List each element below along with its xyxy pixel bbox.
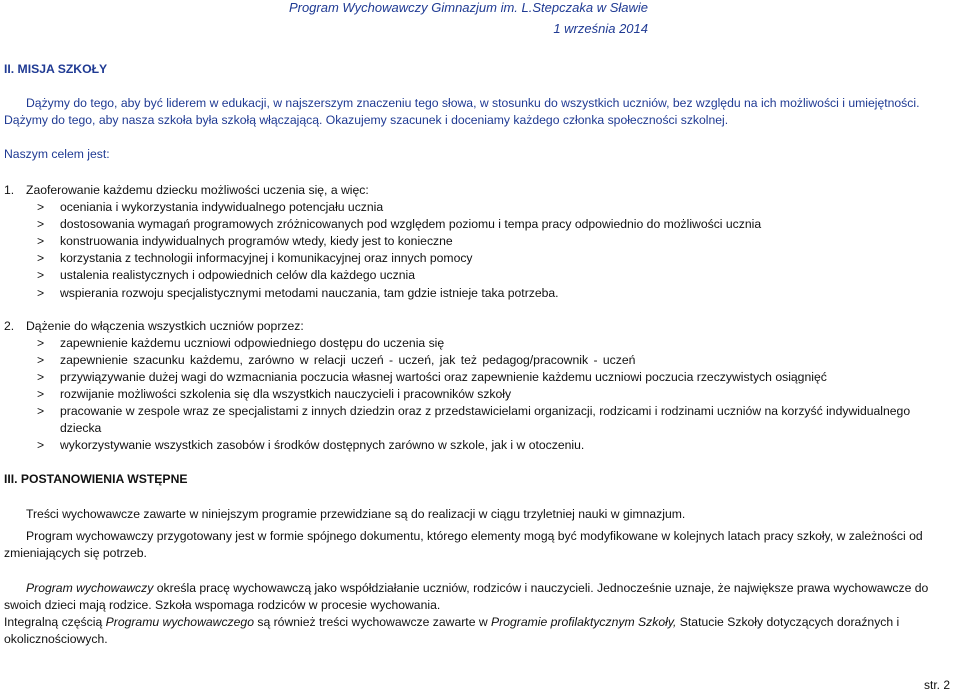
bullet-marker: >: [37, 353, 45, 367]
list-bullet: oceniania i wykorzystania indywidualnego potencjału ucznia: [60, 200, 384, 214]
preliminary-paragraph-3-line-1: [26, 580, 928, 596]
list-bullet-continuation: dziecka: [60, 421, 102, 435]
bullet-marker: >: [37, 336, 45, 350]
preliminary-paragraph-2-line-1: Program wychowawczy przygotowany jest w formie spójnego dokumentu, którego elementy mogą być modyfikowane w kolejnych latach pracy szkoły, w zależności od: [26, 529, 923, 543]
bullet-marker: >: [37, 217, 45, 231]
header-title: Program Wychowawczy Gimnazjum im. L.Stepczaka w Sławie: [288, 0, 648, 15]
preliminary-paragraph-4-line-2: okolicznościowych.: [4, 632, 108, 646]
list-bullet: przywiązywanie dużej wagi do wzmacniania poczucia własnej wartości oraz zapewnienie każdemu uczniowi poczucia rzeczywistych osiągnięć: [60, 370, 827, 384]
list-item-text: Dążenie do włączenia wszystkich uczniów poprzez:: [26, 319, 304, 333]
mission-paragraph-line-1: Dążymy do tego, aby być liderem w edukacji, w najszerszym znaczeniu tego słowa, w stosunku do wszystkich uczniów, bez względu na ich możliwości i umiejętności.: [26, 96, 920, 110]
paragraph-text: określa pracę wychowawczą jako współdziałanie uczniów, rodziców i nauczycieli. Jednocześnie uznaje, że największe prawa wychowawcze do: [153, 581, 929, 595]
list-bullet: korzystania z technologii informacyjnej i komunikacyjnej oraz innych pomocy: [60, 251, 473, 265]
program-name-italic: Programie profilaktycznym Szkoły,: [491, 615, 677, 629]
preliminary-paragraph-1: Treści wychowawcze zawarte w niniejszym programie przewidziane są do realizacji w ciągu trzyletniej nauki w gimnazjum.: [26, 507, 686, 521]
list-bullet: konstruowania indywidualnych programów wtedy, kiedy jest to konieczne: [60, 234, 453, 248]
bullet-marker: >: [37, 200, 45, 214]
paragraph-text: Integralną częścią: [4, 615, 106, 629]
paragraph-text: Statucie Szkoły dotyczących doraźnych i: [676, 615, 900, 629]
list-bullet: rozwijanie możliwości szkolenia się dla wszystkich nauczycieli i pracowników szkoły: [60, 387, 512, 401]
bullet-marker: >: [37, 286, 45, 300]
bullet-marker: >: [37, 234, 45, 248]
bullet-marker: >: [37, 404, 45, 418]
bullet-marker: >: [37, 268, 45, 282]
bullet-marker: >: [37, 370, 45, 384]
page-number: str. 2: [923, 678, 950, 692]
preliminary-paragraph-3-line-2: swoich dzieci mają rodzice. Szkoła wspomaga rodziców w procesie wychowania.: [4, 598, 441, 612]
bullet-marker: >: [37, 438, 45, 452]
list-bullet: ustalenia realistycznych i odpowiednich celów dla każdego ucznia: [60, 268, 415, 282]
program-name-italic: Program wychowawczy: [26, 581, 154, 595]
list-item-text: Zaoferowanie każdemu dziecku możliwości uczenia się, a więc:: [26, 183, 369, 197]
list-item-number: 1.: [4, 183, 15, 197]
section-heading-preliminary: III. POSTANOWIENIA WSTĘPNE: [4, 472, 188, 486]
preliminary-paragraph-2-line-2: zmieniających się potrzeb.: [4, 546, 147, 560]
list-bullet: zapewnienie szacunku każdemu, zarówno w relacji uczeń - uczeń, jak też pedagog/pracownik - uczeń: [60, 353, 636, 367]
preliminary-paragraph-4-line-1: [4, 614, 899, 630]
program-name-italic: Programu wychowawczego: [105, 615, 254, 629]
list-bullet: wykorzystywanie wszystkich zasobów i środków dostępnych zarówno w szkole, jak i w otoczeniu.: [60, 438, 585, 452]
paragraph-text: są również treści wychowawcze zawarte w: [253, 615, 492, 629]
bullet-marker: >: [37, 251, 45, 265]
mission-paragraph-line-2: Dążymy do tego, aby nasza szkoła była szkołą włączającą. Okazujemy szacunek i doceniamy każdego członka społeczności szkolnej.: [4, 113, 729, 127]
bullet-marker: >: [37, 387, 45, 401]
list-bullet: wspierania rozwoju specjalistycznymi metodami nauczania, tam gdzie istnieje taka potrzeba.: [60, 286, 559, 300]
list-bullet: pracowanie w zespole wraz ze specjalistami z innych dziedzin oraz z przedstawicielami organizacji, rodzicami i rodzinami uczniów na korzyść indywidualnego: [60, 404, 911, 418]
list-item-number: 2.: [4, 319, 15, 333]
list-bullet: dostosowania wymagań programowych zróżnicowanych pod względem poziomu i tempa pracy odpowiednio do możliwości ucznia: [60, 217, 762, 231]
goal-label: Naszym celem jest:: [4, 147, 110, 161]
list-bullet: zapewnienie każdemu uczniowi odpowiedniego dostępu do uczenia się: [60, 336, 445, 350]
section-heading-mission: II. MISJA SZKOŁY: [4, 62, 108, 76]
header-date: 1 września 2014: [553, 21, 648, 36]
